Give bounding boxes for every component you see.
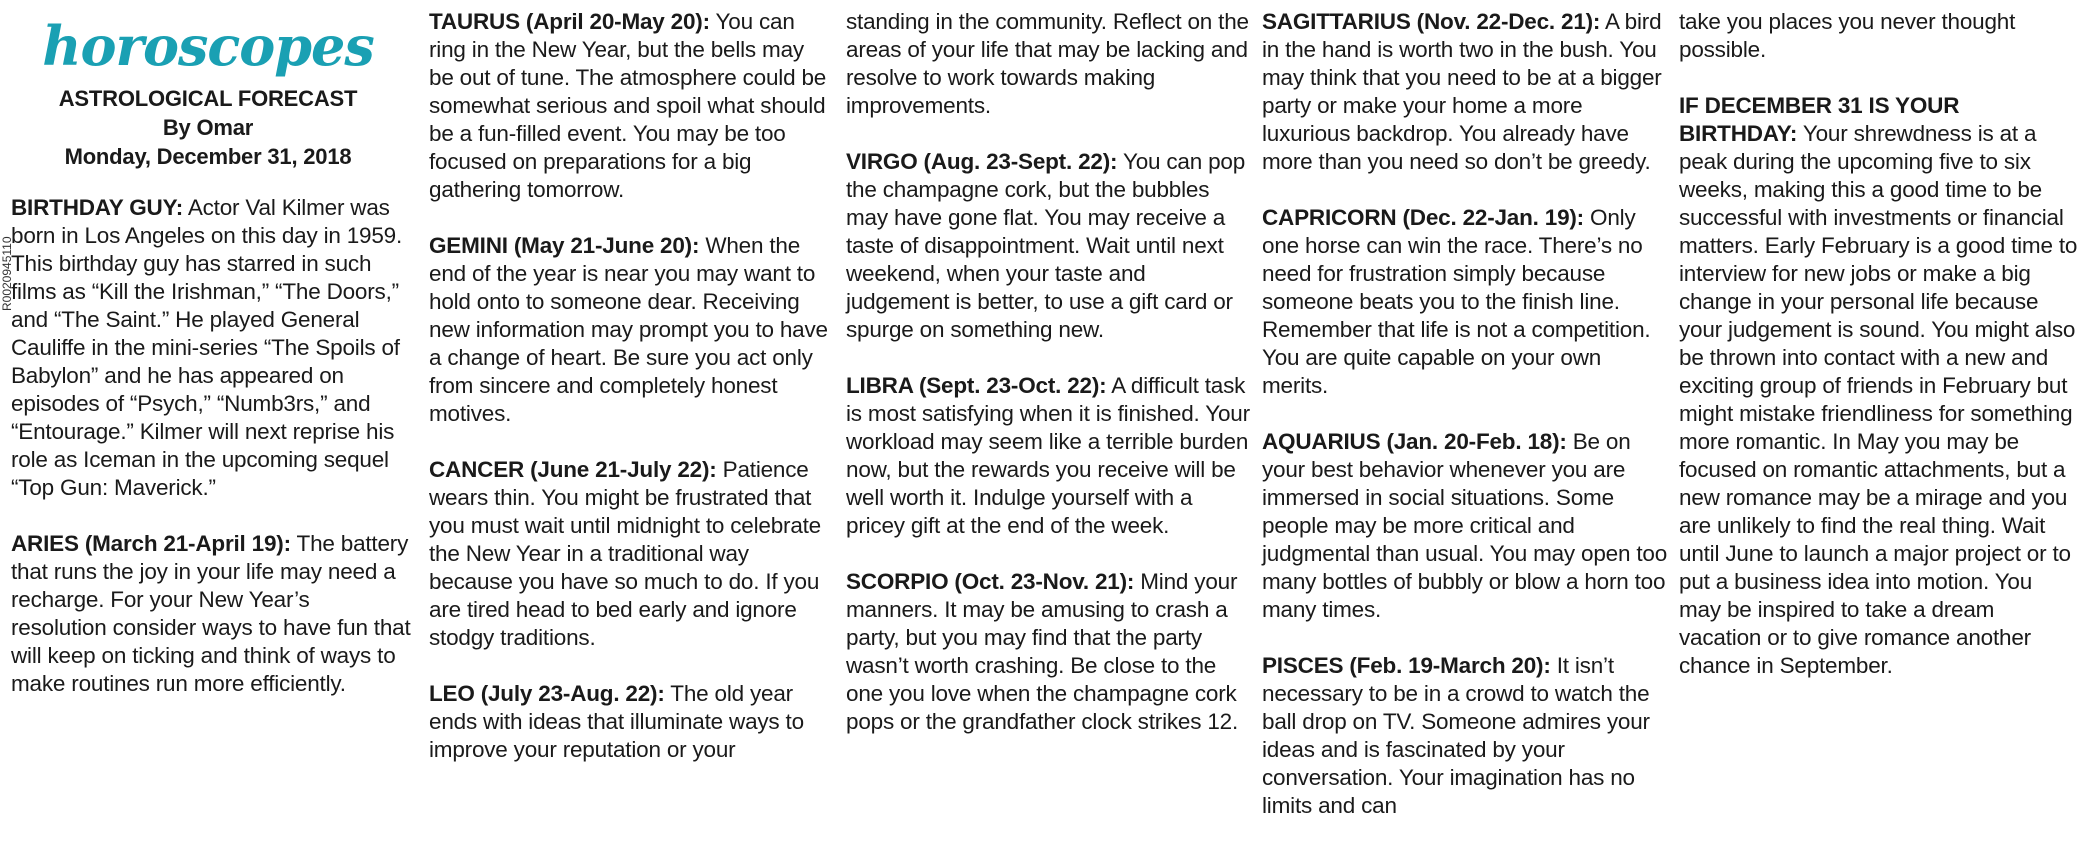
birthday-guy-paragraph bbox=[11, 194, 411, 502]
brand-title: horoscopes bbox=[42, 14, 374, 78]
column-2 bbox=[429, 8, 834, 792]
leo-paragraph bbox=[429, 680, 834, 764]
date: Monday, December 31, 2018 bbox=[64, 144, 352, 169]
paragraph-text: You can ring in the New Year, but the bells may be out of tune. The atmosphere could be somewhat serious and spoil what should be a fun-filled event. You may be too focused on preparations for a big gathering tomorrow. bbox=[429, 9, 827, 202]
column-4 bbox=[1262, 8, 1667, 848]
aquarius-paragraph bbox=[1262, 428, 1667, 624]
paragraph-heading: LIBRA (Sept. 23-Oct. 22): bbox=[846, 373, 1107, 398]
paragraph-text: Mind your manners. It may be amusing to crash a party, but you may find that the party wasn’t worth crashing. Be close to the one you love when the champagne cork pops or the grandfather clock strikes 12. bbox=[846, 569, 1239, 734]
paragraph-heading: CANCER (June 21-July 22): bbox=[429, 457, 717, 482]
paragraph-text: A difficult task is most satisfying when it is finished. Your workload may seem like a terrible burden now, but the rewards you receive will be well worth it. Indulge yourself with a pricey gift at the end of the week. bbox=[846, 373, 1250, 538]
paragraph-text: The battery that runs the joy in your life may need a recharge. For your New Year’s resolution consider ways to have fun that will keep on ticking and think of ways to make routines run more efficiently. bbox=[11, 531, 411, 696]
paragraph-text: Only one horse can win the race. There’s no need for frustration simply because someone beats you to the finish line. Remember that life is not a competition. You are quite capable on your own merits. bbox=[1262, 205, 1651, 398]
paragraph-heading: CAPRICORN (Dec. 22-Jan. 19): bbox=[1262, 205, 1584, 230]
byline: By Omar bbox=[162, 115, 254, 140]
paragraph-text: The old year ends with ideas that illuminate ways to improve your reputation or your bbox=[429, 681, 804, 762]
paragraph-text: take you places you never thought possible. bbox=[1679, 9, 2016, 62]
sagittarius-paragraph bbox=[1262, 8, 1667, 176]
column-5 bbox=[1679, 8, 2079, 708]
leo-continued-paragraph bbox=[846, 8, 1251, 120]
birthday-forecast-paragraph bbox=[1679, 92, 2079, 680]
paragraph-heading: LEO (July 23-Aug. 22): bbox=[429, 681, 665, 706]
paragraph-text: A bird in the hand is worth two in the bush. You may think that you need to be at a bigger party or make your home a more luxurious backdrop. You already have more than you need so don’t be greedy. bbox=[1262, 9, 1662, 174]
subtitle: ASTROLOGICAL FORECAST bbox=[58, 86, 358, 111]
column-1 bbox=[11, 8, 411, 726]
scorpio-paragraph bbox=[846, 568, 1251, 736]
reference-code: R0020945110 bbox=[0, 236, 14, 311]
column-3 bbox=[846, 8, 1251, 764]
paragraph-heading: ARIES (March 21-April 19): bbox=[11, 531, 291, 556]
cancer-paragraph bbox=[429, 456, 834, 652]
paragraph-heading: SCORPIO (Oct. 23-Nov. 21): bbox=[846, 569, 1135, 594]
paragraph-heading: IF DECEMBER 31 IS YOUR BIRTHDAY: bbox=[1679, 93, 1960, 146]
paragraph-heading: AQUARIUS (Jan. 20-Feb. 18): bbox=[1262, 429, 1567, 454]
paragraph-text: Patience wears thin. You might be frustrated that you must wait until midnight to celebrate the New Year in a traditional way because you have so much to do. If you are tired head to bed early and ignore stodgy traditions. bbox=[429, 457, 821, 650]
paragraph-heading: GEMINI (May 21-June 20): bbox=[429, 233, 700, 258]
paragraph-text: You can pop the champagne cork, but the bubbles may have gone flat. You may receive a taste of disappointment. Wait until next weekend, when your taste and judgement is better, to use a gift card or spurge on something new. bbox=[846, 149, 1246, 342]
gemini-paragraph bbox=[429, 232, 834, 428]
masthead bbox=[5, 8, 411, 171]
reference-code-wrapper bbox=[0, 215, 14, 311]
libra-paragraph bbox=[846, 372, 1251, 540]
capricorn-paragraph bbox=[1262, 204, 1667, 400]
virgo-paragraph bbox=[846, 148, 1251, 344]
taurus-paragraph bbox=[429, 8, 834, 204]
pisces-paragraph bbox=[1262, 652, 1667, 820]
paragraph-text: Actor Val Kilmer was born in Los Angeles on this day in 1959. This birthday guy has starred in such films as “Kill the Irishman,” “The Doors,” and “The Saint.” He played General Cauliffe in the mini-series “The Spoils of Babylon” and he has appeared on episodes of “Psych,” “Numb3rs,” and “Entourage.” Kilmer will next reprise his role as Iceman in the upcoming sequel “Top Gun: Maverick.” bbox=[11, 195, 403, 500]
paragraph-heading: BIRTHDAY GUY: bbox=[11, 195, 184, 220]
paragraph-heading: TAURUS (April 20-May 20): bbox=[429, 9, 710, 34]
pisces-continued-paragraph bbox=[1679, 8, 2079, 64]
paragraph-heading: PISCES (Feb. 19-March 20): bbox=[1262, 653, 1551, 678]
paragraph-text: Be on your best behavior whenever you are immersed in social situations. Some people may be more critical and judgmental than usual. You may open too many bottles of bubbly or blow a horn too many times. bbox=[1262, 429, 1668, 622]
paragraph-text: standing in the community. Reflect on the areas of your life that may be lacking and resolve to work towards making improvements. bbox=[846, 9, 1249, 118]
paragraph-text: Your shrewdness is at a peak during the upcoming five to six weeks, making this a good time to be successful with investments or financial matters. Early February is a good time to interview for new jobs or make a big change in your personal life because your judgement is sound. You might also be thrown into contact with a new and exciting group of friends in February but might mistake friendliness for something more romantic. In May you may be focused on romantic attachments, but a new romance may be a mirage and you are unlikely to find the real thing. Wait until June to launch a major project or to put a business idea into motion. You may be inspired to take a dream vacation or to give romance another chance in September. bbox=[1679, 121, 2078, 678]
paragraph-heading: SAGITTARIUS (Nov. 22-Dec. 21): bbox=[1262, 9, 1601, 34]
paragraph-text: When the end of the year is near you may want to hold onto to someone dear. Receiving new information may prompt you to have a change of heart. Be sure you act only from sincere and completely honest motives. bbox=[429, 233, 828, 426]
aries-paragraph bbox=[11, 530, 411, 698]
paragraph-heading: VIRGO (Aug. 23-Sept. 22): bbox=[846, 149, 1118, 174]
paragraph-text: It isn’t necessary to be in a crowd to watch the ball drop on TV. Someone admires your ideas and is fascinated by your conversation. Your imagination has no limits and can bbox=[1262, 653, 1650, 818]
